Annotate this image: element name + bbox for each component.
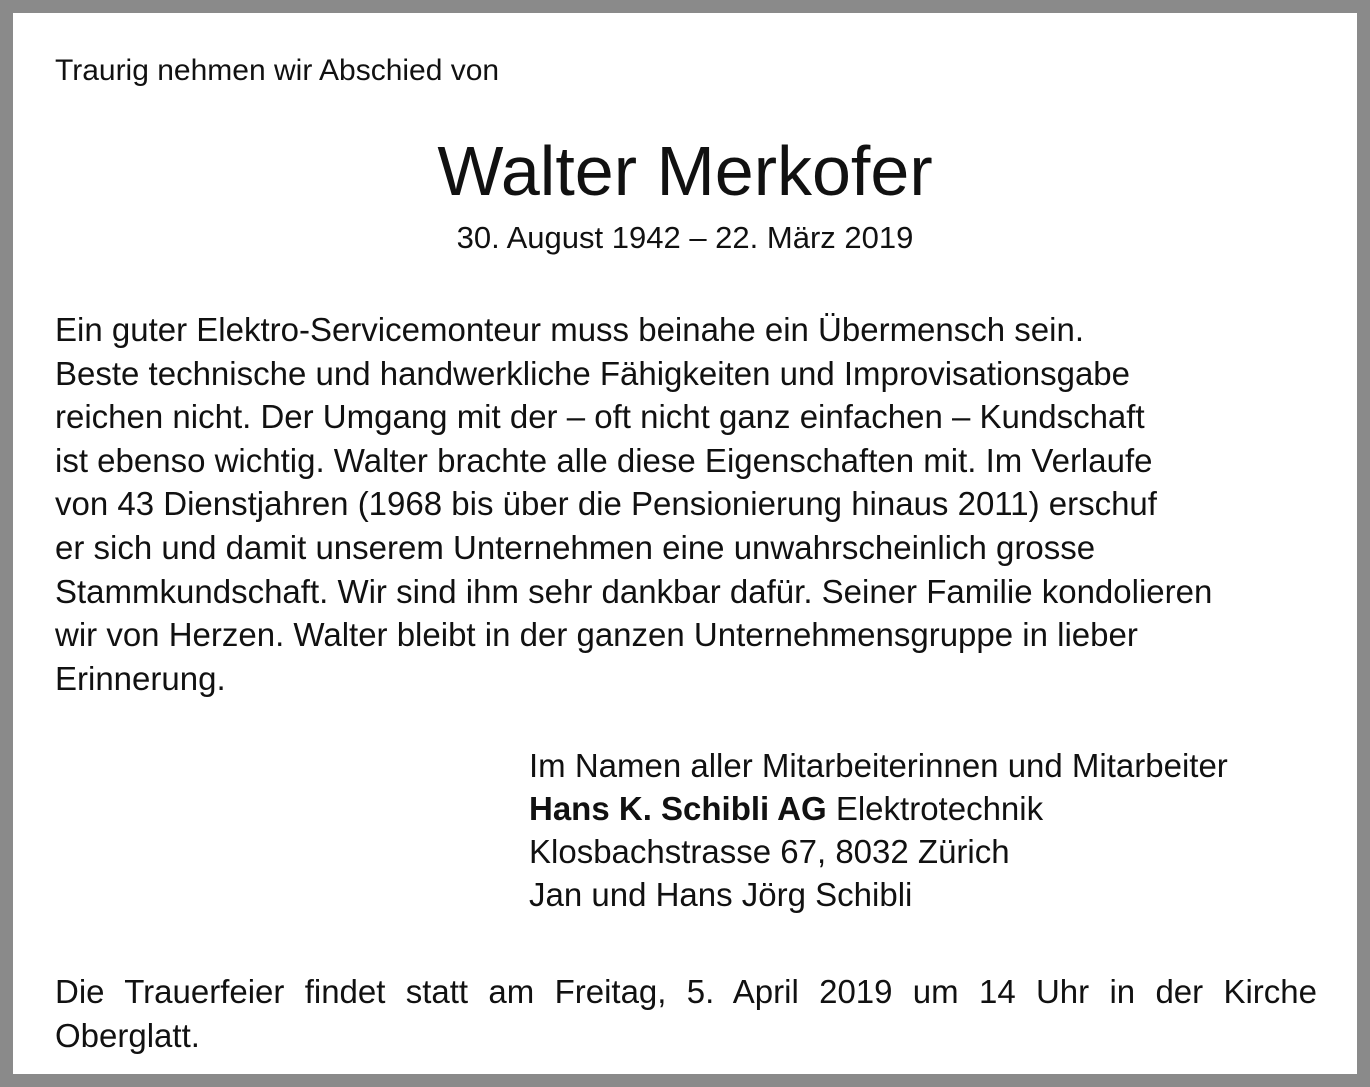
funeral-announcement-line: Oberglatt. <box>55 1017 200 1054</box>
tribute-line: reichen nicht. Der Umgang mit der – oft nicht ganz einfachen – Kundschaft <box>55 398 1145 436</box>
tribute-text <box>55 308 1330 700</box>
signature-on-behalf: Im Namen aller Mitarbeiterinnen und Mitarbeiter <box>529 747 1228 784</box>
tribute-line: Beste technische und handwerkliche Fähigkeiten und Improvisationsgabe <box>55 354 1130 392</box>
company-name: Hans K. Schibli AG <box>529 790 827 827</box>
tribute-line: Erinnerung. <box>55 659 226 697</box>
signature-company <box>529 787 1228 830</box>
funeral-announcement <box>55 970 1317 1058</box>
deceased-name: Walter Merkofer <box>437 132 933 210</box>
tribute-line: Stammkundschaft. Wir sind ihm sehr dankbar dafür. Seiner Familie kondolieren <box>55 572 1213 610</box>
funeral-announcement-line: Die Trauerfeier findet statt am Freitag, 5. April 2019 um 14 Uhr in der Kirche <box>55 973 1317 1010</box>
company-division: Elektrotechnik <box>826 790 1044 827</box>
tribute-line: wir von Herzen. Walter bleibt in der ganzen Unternehmensgruppe in lieber <box>55 616 1138 654</box>
signature-names: Jan und Hans Jörg Schibli <box>529 876 913 913</box>
obituary-notice <box>13 13 1357 1074</box>
tribute-line: von 43 Dienstjahren (1968 bis über die Pensionierung hinaus 2011) erschuf <box>55 485 1157 523</box>
tribute-line: ist ebenso wichtig. Walter brachte alle diese Eigenschaften mit. Im Verlaufe <box>55 441 1153 479</box>
intro-text: Traurig nehmen wir Abschied von <box>55 54 500 87</box>
life-dates: 30. August 1942 – 22. März 2019 <box>456 220 914 255</box>
signature-block <box>529 744 1228 916</box>
tribute-line: Ein guter Elektro-Servicemonteur muss beinahe ein Übermensch sein. <box>55 311 1084 348</box>
signature-address: Klosbachstrasse 67, 8032 Zürich <box>529 833 1010 870</box>
tribute-line: er sich und damit unserem Unternehmen eine unwahrscheinlich grosse <box>55 528 1096 566</box>
